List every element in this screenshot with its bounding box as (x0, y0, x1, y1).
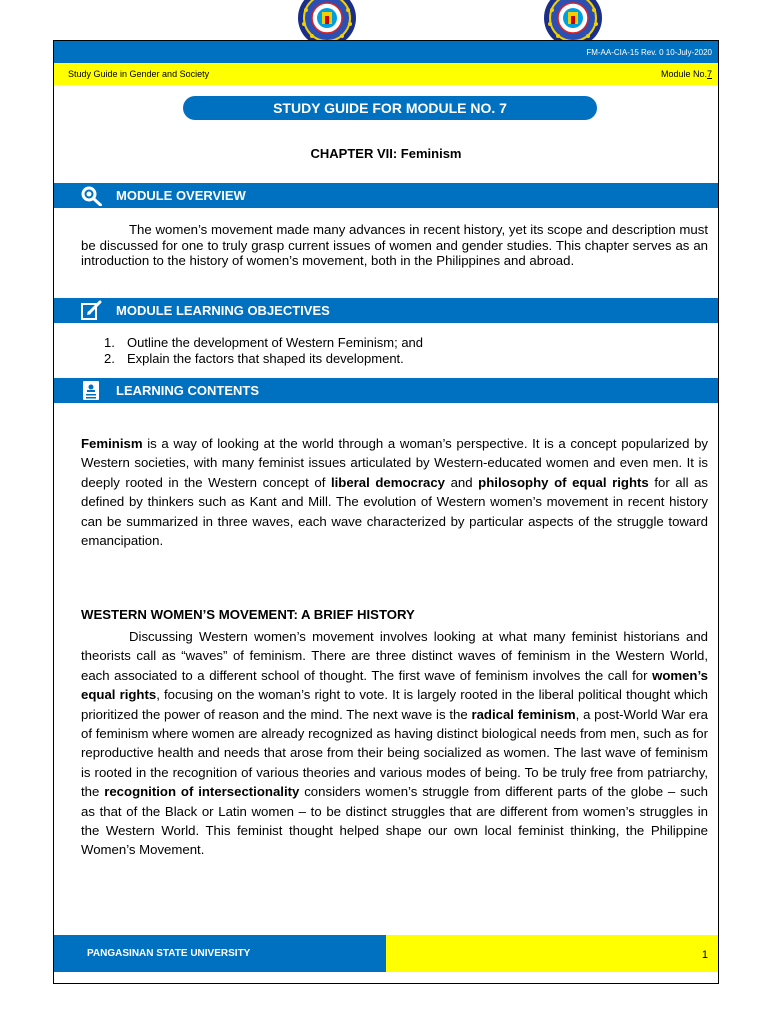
section-title-contents: LEARNING CONTENTS (116, 383, 259, 398)
document-icon (80, 380, 102, 401)
history-text: considers women’s struggle from different parts of the globe – such as that of the Black or Latin women – to be distinct struggles that are different from women’s struggles in the Western World. This feminist thought helped shape our own local feminist thinking, the Philippine Women’s Movement. (81, 784, 708, 858)
university-seal-right (542, 0, 604, 44)
term-liberal-democracy: liberal democracy (330, 474, 446, 490)
objective-item (104, 335, 423, 351)
objective-number: 2. (104, 351, 115, 366)
overview-text: The women’s movement made many advances in recent history, yet its scope and description must be discussed for one to truly grasp current issues of women and gender studies. This chapter serves as an introduction to the history of women’s movement, both in the Philippines and abroad. (81, 222, 708, 269)
page-number: 1 (701, 949, 708, 961)
form-code-bar (54, 41, 718, 63)
term-womens-equal-rights: women’s equal rights (81, 667, 708, 703)
section-bar-overview (54, 183, 718, 208)
objective-text: Explain the factors that shaped its development. (127, 351, 404, 366)
footer-university (54, 935, 386, 972)
history-text: , focusing on the woman’s right to vote. It is largely rooted in the liberal political thought which prioritized the power of reason and the mind. The next wave is the (81, 687, 708, 722)
objective-text: Outline the development of Western Feminism; and (127, 335, 424, 350)
study-guide-banner: STUDY GUIDE FOR MODULE NO. 7 (183, 96, 597, 120)
term-feminism: Feminism (81, 436, 143, 451)
term-equal-rights: philosophy of equal rights (478, 474, 649, 490)
history-text: Discussing Western women’s movement involves looking at what many feminist historians and theorists call as “waves” of feminism. There are three distinct waves of feminism in the Western World, each associated to a different school of thought. The first wave of feminism involves the call for (81, 629, 708, 683)
term-intersectionality: recognition of intersectionality (104, 784, 300, 800)
history-text: , a post-World War era of feminism where women are already recognized as having distinct biological needs from men, such as for reproductive health and needs that arose from their being socialized as women. The last wave of feminism is rooted in the recognition of various theories and various modes of being. To be truly free from patriarchy, the (81, 706, 708, 800)
chapter-title: CHAPTER VII: Feminism (310, 146, 462, 161)
module-label: Module No. (660, 69, 707, 79)
section-bar-contents (54, 378, 718, 403)
term-radical-feminism: radical feminism (471, 706, 576, 722)
intro-text: is a way of looking at the world through a woman’s perspective. It is a concept popularized by Western societies, with many feminist issues articulated by Western-educated women and even men. It is deeply rooted in the Western concept of (81, 436, 708, 490)
objective-number: 1. (104, 335, 115, 350)
intro-text: for all as defined by thinkers such as Kant and Mill. The evolution of Western women’s movement in recent history can be summarized in three waves, each wave characterized by particular aspects of the struggle toward emancipation. (81, 474, 709, 549)
feminism-intro-paragraph (81, 434, 708, 550)
course-bar (54, 63, 718, 85)
course-title: Study Guide in Gender and Society (68, 69, 210, 79)
history-heading: WESTERN WOMEN’S MOVEMENT: A BRIEF HISTORY (81, 607, 415, 622)
module-number-label (661, 63, 712, 85)
objectives-list (104, 335, 423, 367)
section-bar-objectives (54, 298, 718, 323)
section-title-overview: MODULE OVERVIEW (116, 188, 246, 203)
form-code: FM-AA-CIA-15 Rev. 0 10-July-2020 (586, 48, 712, 57)
edit-icon (80, 300, 102, 321)
history-paragraph (81, 627, 708, 860)
section-title-objectives: MODULE LEARNING OBJECTIVES (116, 303, 330, 318)
university-name: PANGASINAN STATE UNIVERSITY (87, 948, 251, 959)
objective-item (104, 351, 423, 367)
module-number: 7 (706, 69, 712, 79)
footer-page (386, 935, 718, 972)
university-seal-left (296, 0, 358, 44)
intro-text: and (445, 474, 479, 490)
search-icon (80, 185, 102, 206)
